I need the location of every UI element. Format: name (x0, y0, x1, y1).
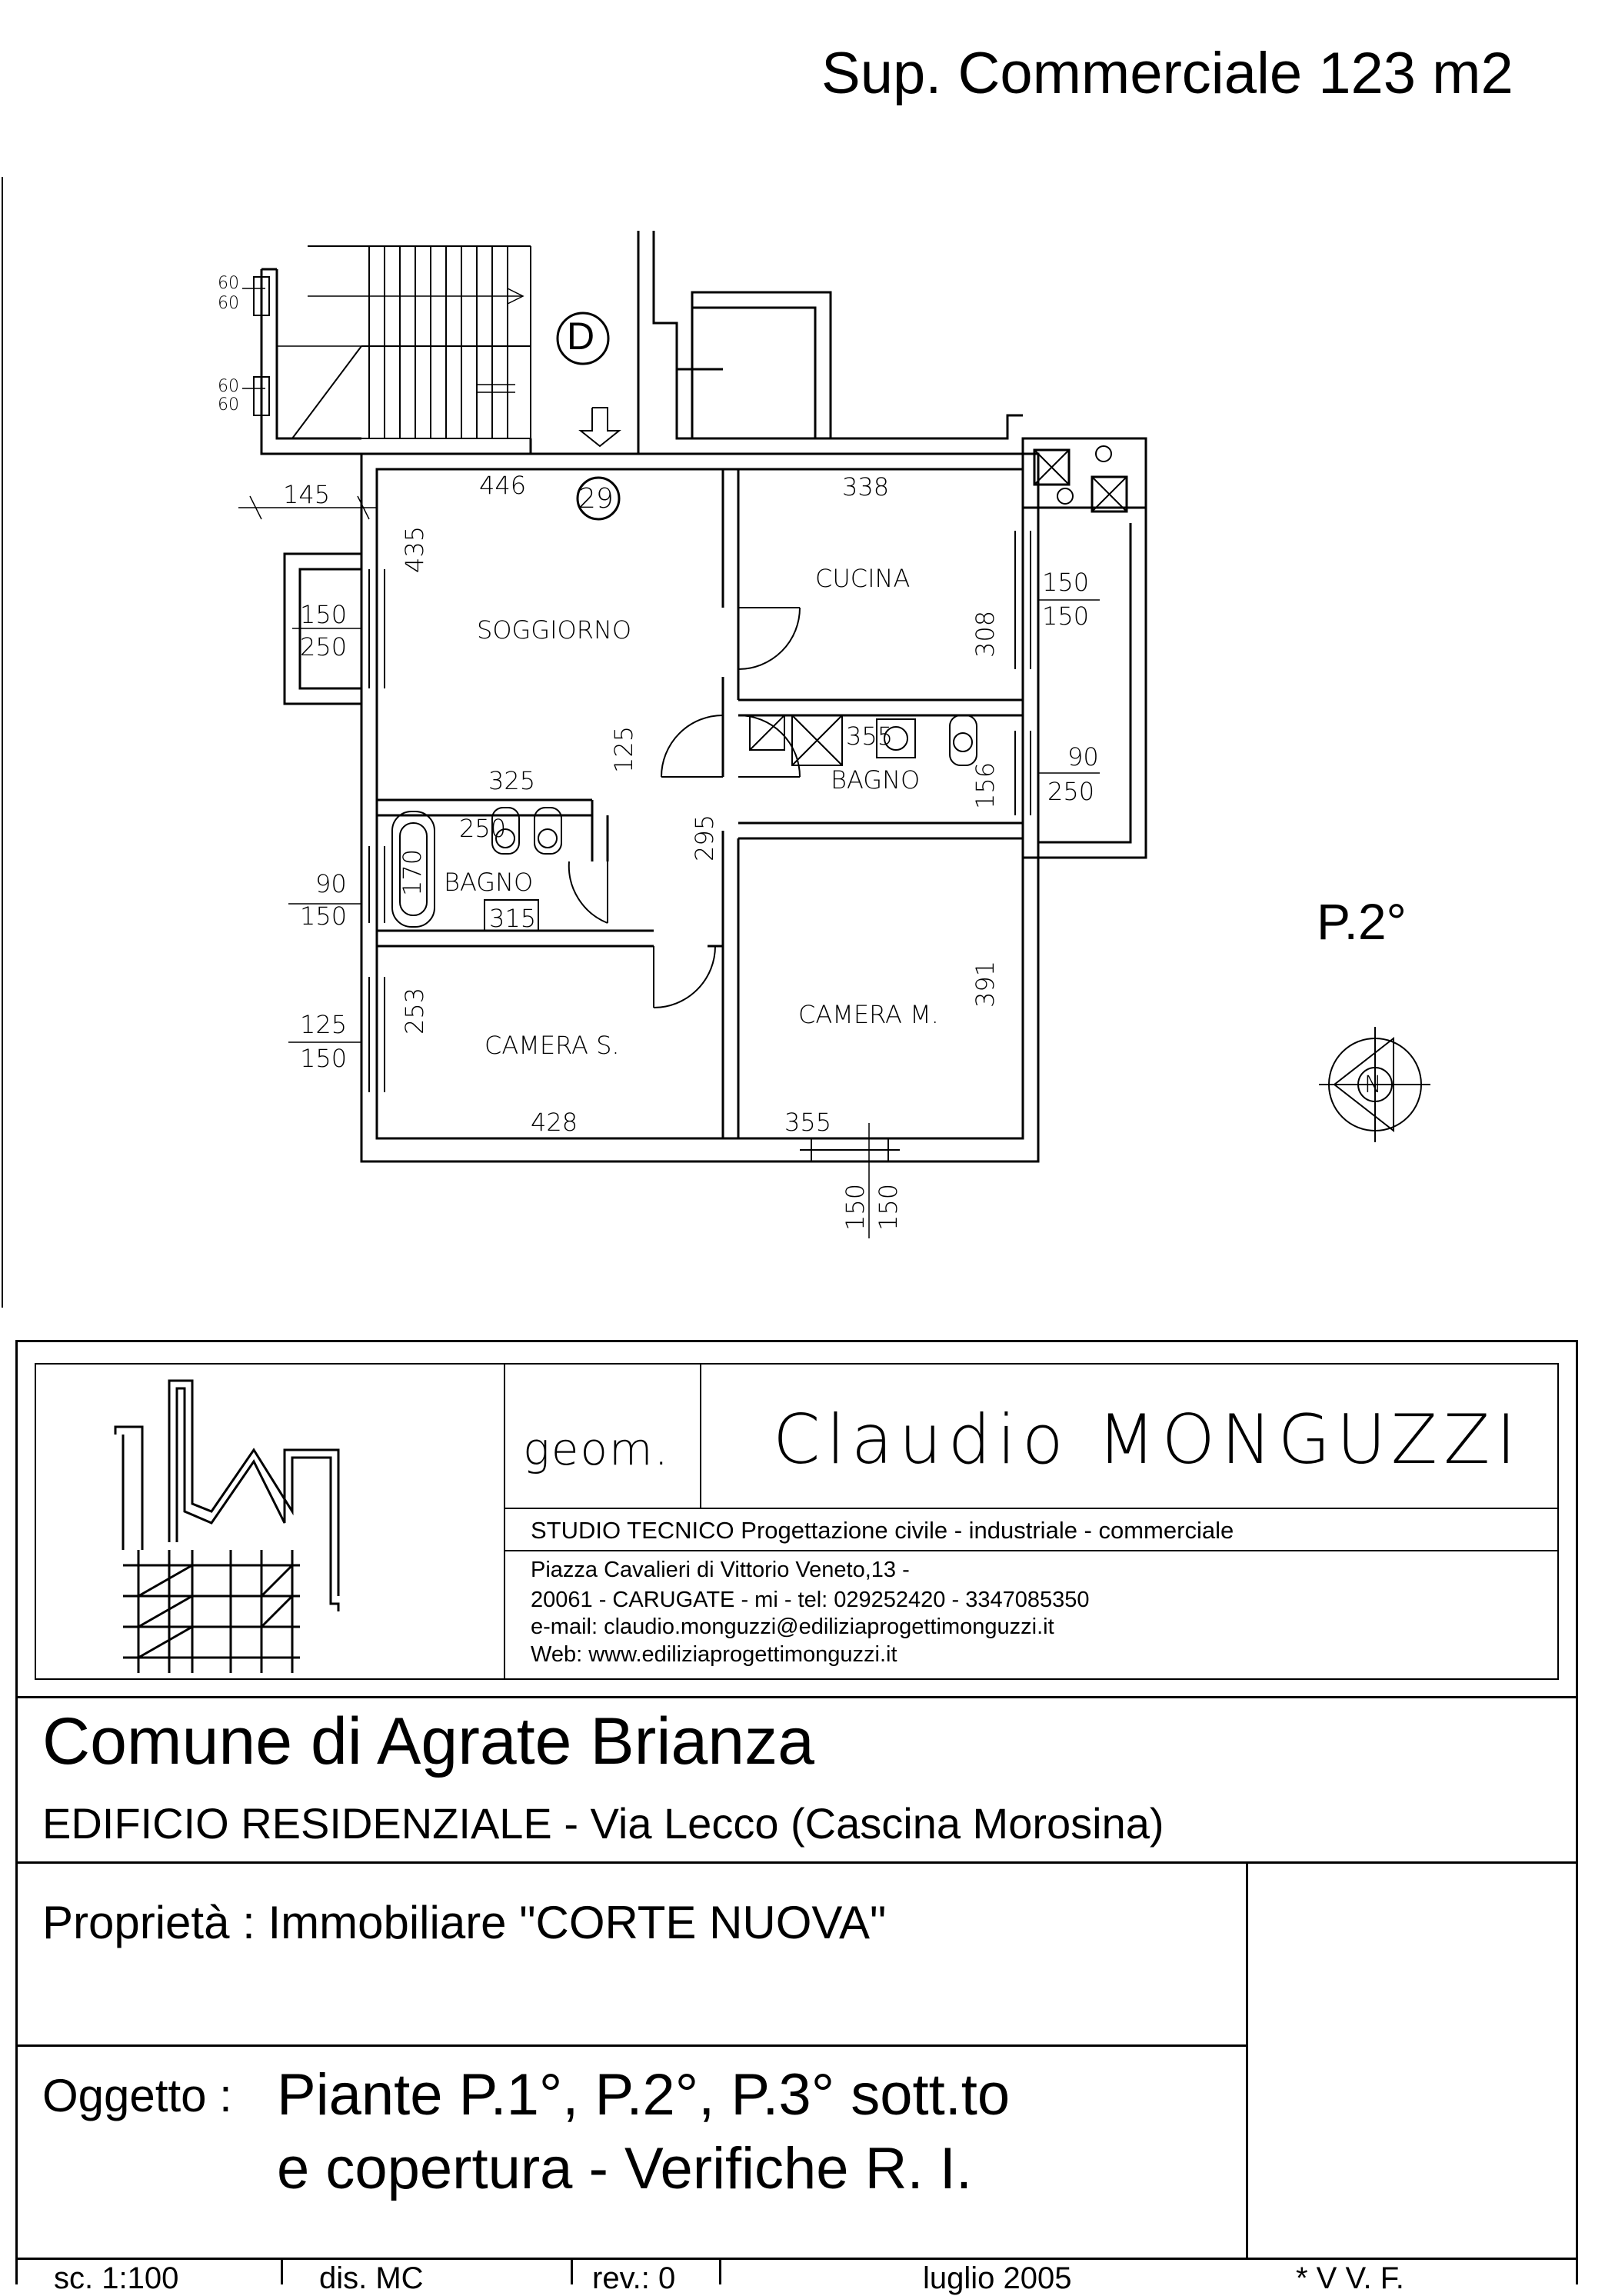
vvf-label: * V V. F. (1296, 2261, 1404, 2295)
room-camera-m: CAMERA M. (798, 1000, 939, 1029)
north-label: N (1364, 1071, 1382, 1098)
oggetto-line-1: Piante P.1°, P.2°, P.3° sott.to (277, 2062, 1011, 2128)
dim-250: 250 (459, 814, 507, 843)
win-90-a: 90 (1067, 742, 1099, 771)
dim-428: 428 (531, 1108, 578, 1137)
comune-title: Comune di Agrate Brianza (42, 1705, 814, 1778)
dim-295: 295 (690, 814, 719, 861)
floor-level-label: P.2° (1317, 893, 1407, 950)
win-150-a: 150 (300, 600, 348, 629)
room-camera-s: CAMERA S. (484, 1031, 620, 1060)
revision-label: rev.: 0 (592, 2261, 676, 2295)
win-250-a: 250 (300, 632, 348, 661)
date-label: luglio 2005 (923, 2261, 1072, 2295)
scale-label: sc. 1:100 (54, 2261, 179, 2295)
dim-355-a: 355 (846, 721, 894, 751)
dim-60-a: 60 (218, 274, 239, 293)
dim-315: 315 (489, 904, 537, 933)
studio-description: STUDIO TECNICO Progettazione civile - industriale - commerciale (531, 1517, 1234, 1544)
dim-338: 338 (842, 472, 890, 502)
dim-156: 156 (971, 761, 1000, 809)
win-90-b: 90 (315, 869, 347, 898)
proprieta-label: Proprietà : Immobiliare "CORTE NUOVA" (42, 1897, 887, 1948)
studio-owner-name: Claudio MONGUZZI (773, 1400, 1523, 1479)
dim-145: 145 (283, 480, 331, 509)
dim-253: 253 (400, 987, 429, 1035)
dim-325: 325 (488, 766, 536, 795)
win-150-d: 150 (300, 901, 348, 931)
entry-code-label: 29 (578, 483, 614, 515)
win-150-c: 150 (1042, 601, 1090, 631)
dim-60-c: 60 (218, 377, 239, 396)
studio-email: e-mail: claudio.monguzzi@ediliziaprogettimonguzzi.it (531, 1615, 1054, 1639)
studio-website: Web: www.ediliziaprogettimonguzzi.it (531, 1642, 897, 1667)
win-150-g: 150 (874, 1183, 903, 1231)
room-soggiorno: SOGGIORNO (477, 615, 632, 645)
dim-308: 308 (971, 610, 1000, 658)
studio-address-line-1: Piazza Cavalieri di Vittorio Veneto,13 - (531, 1558, 910, 1582)
geom-label: geom. (523, 1423, 670, 1475)
dim-355-b: 355 (784, 1108, 832, 1137)
win-150-f: 150 (841, 1183, 870, 1231)
oggetto-line-2: e copertura - Verifiche R. I. (277, 2136, 972, 2201)
room-cucina: CUCINA (815, 564, 911, 593)
dim-446: 446 (479, 471, 527, 500)
dim-125: 125 (609, 725, 638, 773)
surface-area-label: Sup. Commerciale 123 m2 (821, 41, 1513, 106)
dim-391: 391 (971, 960, 1000, 1008)
win-150-b: 150 (1042, 568, 1090, 597)
win-125: 125 (300, 1010, 348, 1039)
studio-logo-icon (108, 1373, 369, 1673)
dim-170: 170 (398, 848, 427, 896)
studio-address-line-2: 20061 - CARUGATE - mi - tel: 029252420 - 3347085350 (531, 1588, 1090, 1612)
dim-60-d: 60 (218, 395, 239, 415)
drawn-by-label: dis. MC (319, 2261, 424, 2295)
room-bagno-2: BAGNO (444, 868, 534, 897)
edificio-subtitle: EDIFICIO RESIDENZIALE - Via Lecco (Cascina Morosina) (42, 1799, 1164, 1848)
win-250-b: 250 (1047, 777, 1095, 806)
dim-60-b: 60 (218, 294, 239, 313)
room-bagno-1: BAGNO (831, 765, 921, 795)
dim-435: 435 (400, 525, 429, 573)
entry-marker-label: D (567, 315, 595, 358)
win-150-e: 150 (300, 1044, 348, 1073)
oggetto-label: Oggetto : (42, 2070, 232, 2121)
